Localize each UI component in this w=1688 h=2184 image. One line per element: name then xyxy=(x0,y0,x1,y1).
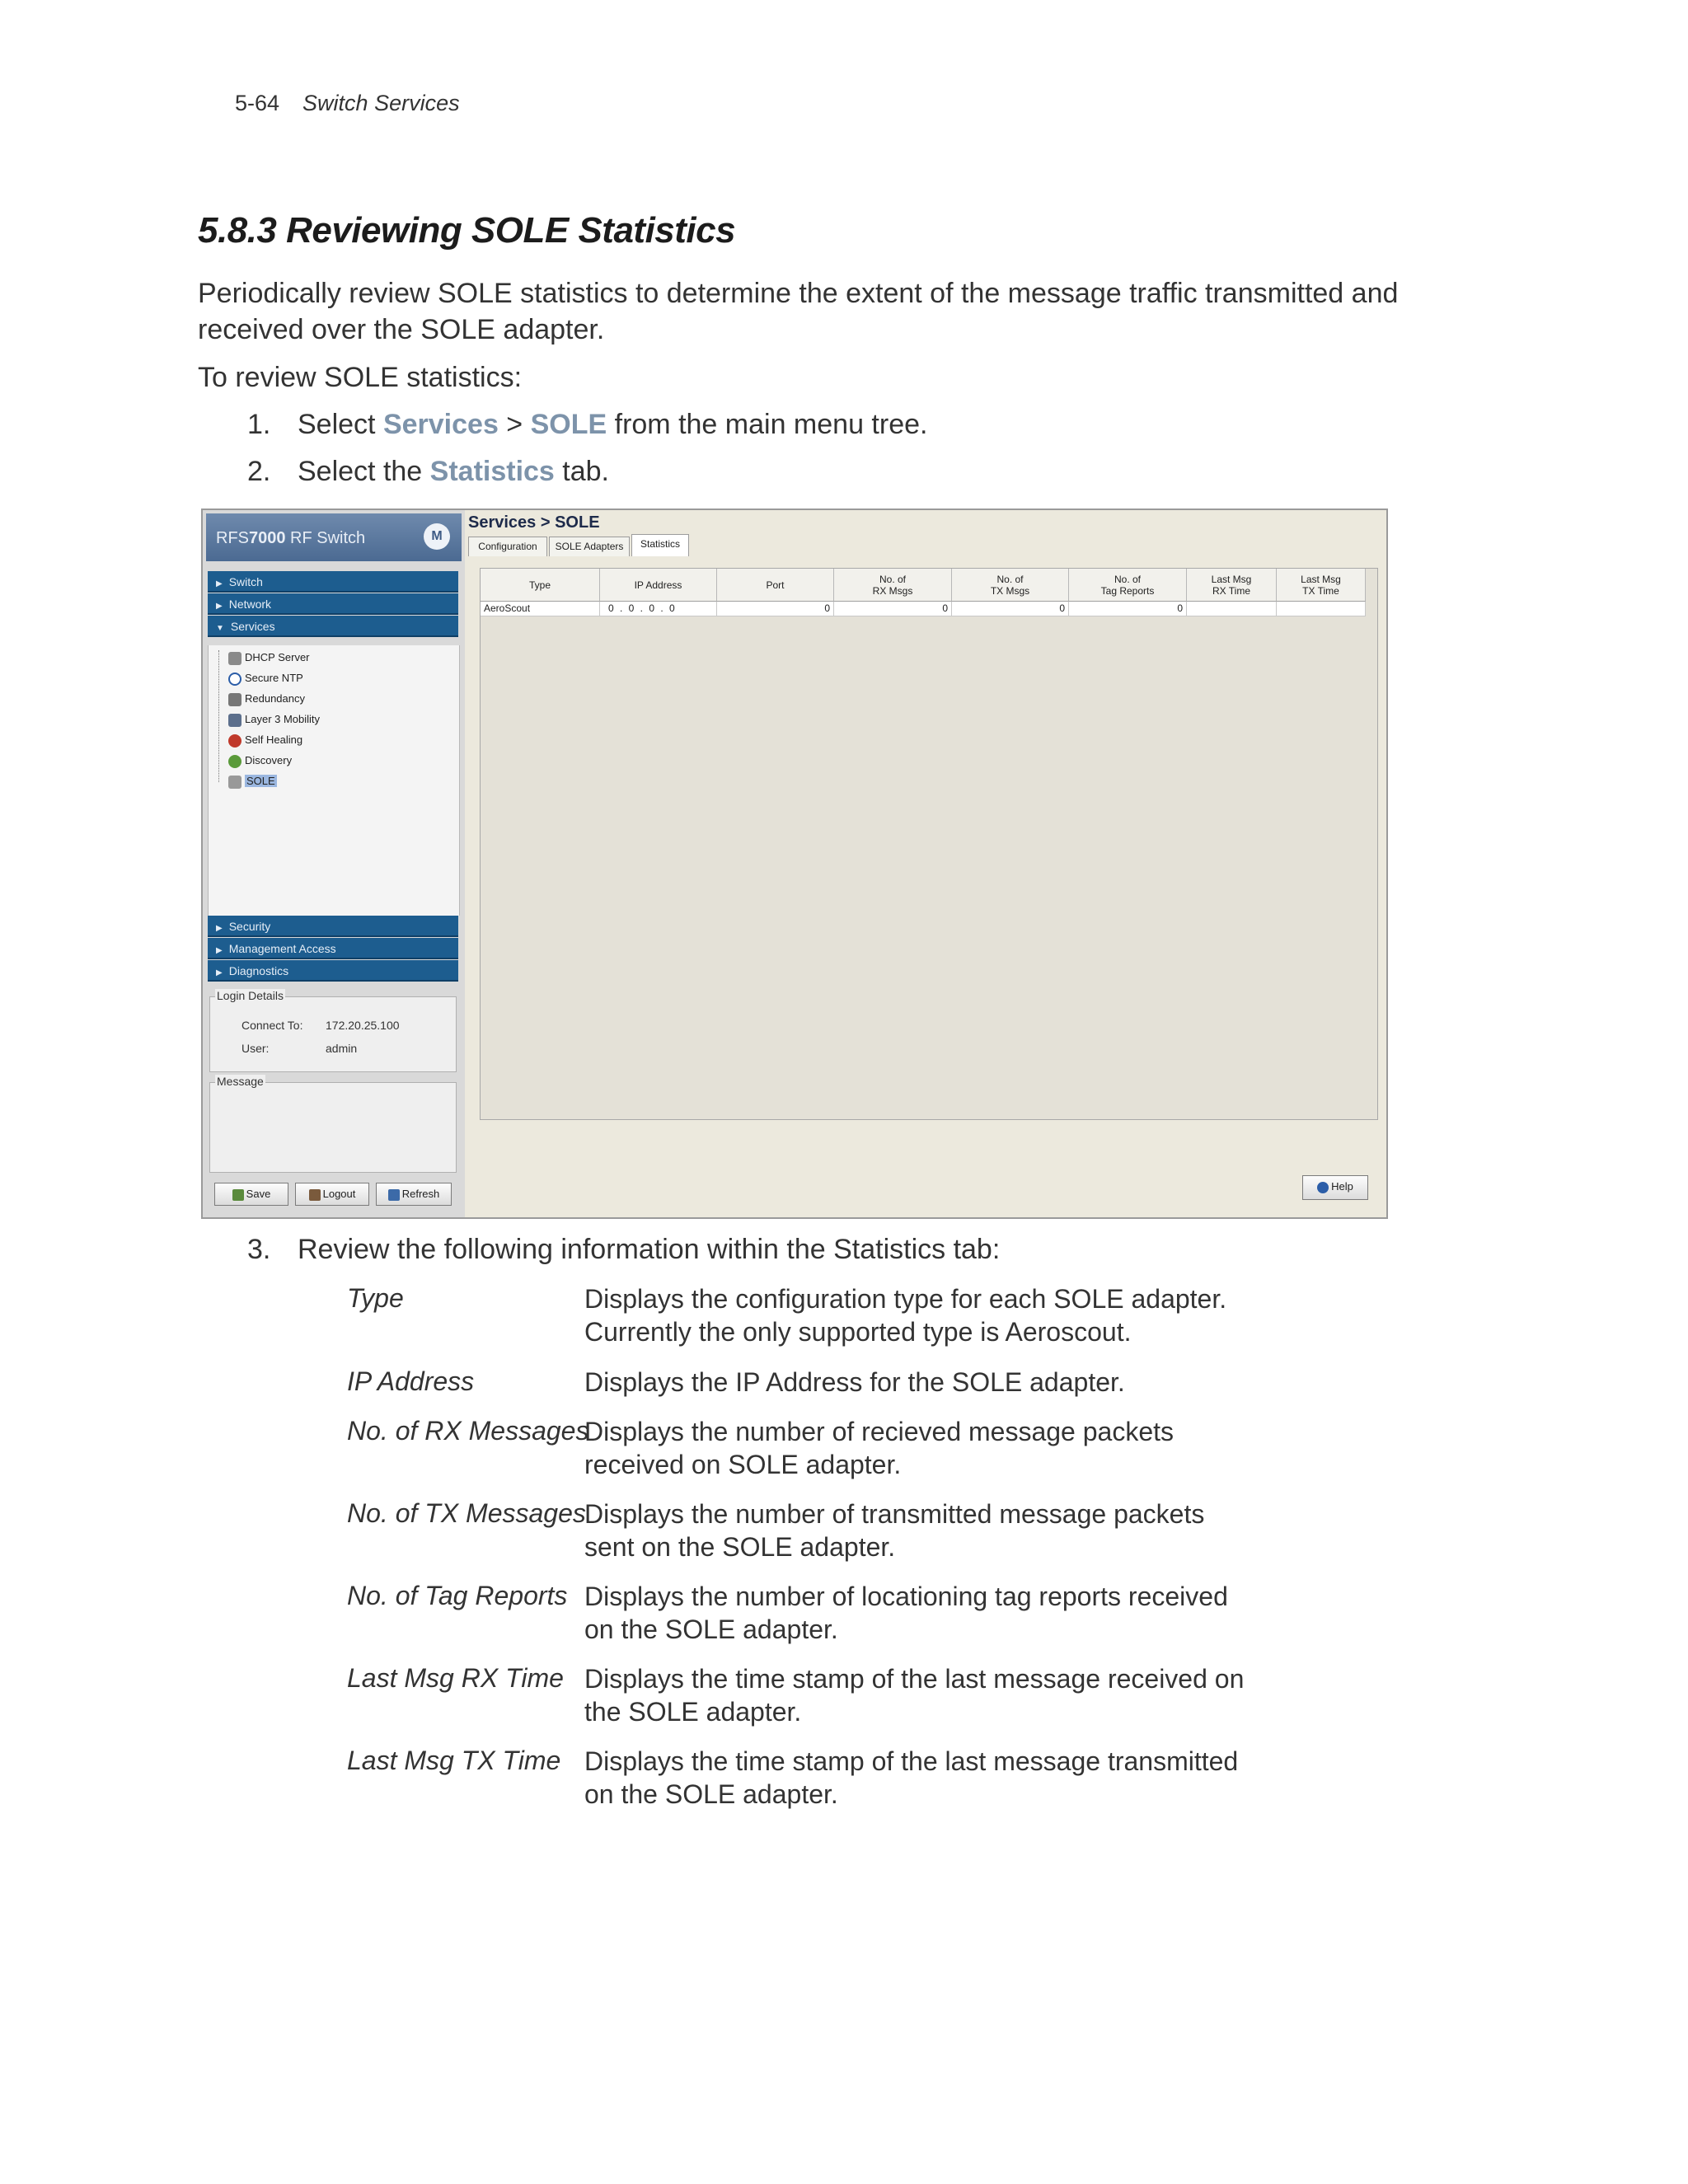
user-value: admin xyxy=(326,1042,358,1055)
redundancy-icon xyxy=(228,693,241,706)
section-title: Switch Services xyxy=(302,91,460,115)
definition-term: IP Address xyxy=(347,1366,475,1396)
cell-port: 0 xyxy=(717,602,834,616)
cell-tx-msgs: 0 xyxy=(952,602,1069,616)
help-icon xyxy=(1317,1182,1329,1193)
col-header-last-rx-time[interactable]: Last Msg RX Time xyxy=(1187,569,1277,602)
step-number: 1. xyxy=(247,409,271,440)
definition-term: Type xyxy=(347,1283,404,1313)
sole-statistics-screenshot xyxy=(201,509,1388,1219)
menu-link-services: Services xyxy=(382,409,499,440)
statistics-panel xyxy=(480,568,1378,1120)
discovery-icon xyxy=(228,755,241,768)
help-button[interactable]: Help xyxy=(1302,1175,1368,1200)
running-header xyxy=(235,91,460,116)
nav-management-access[interactable]: ▶ Management Access xyxy=(208,938,458,959)
login-details-group xyxy=(209,989,457,1072)
definition-term: Last Msg RX Time xyxy=(347,1663,564,1693)
message-legend: Message xyxy=(217,1075,264,1088)
cell-ip-address: 0 . 0 . 0 . 0 xyxy=(600,602,717,616)
tree-item-discovery[interactable]: Discovery xyxy=(228,752,292,770)
refresh-button[interactable]: Refresh xyxy=(376,1183,452,1206)
tree-item-redundancy[interactable]: Redundancy xyxy=(228,690,305,708)
cell-type: AeroScout xyxy=(481,602,600,616)
menu-link-sole: SOLE xyxy=(530,409,607,440)
tab-statistics[interactable]: Statistics xyxy=(631,534,689,556)
step-number: 3. xyxy=(247,1234,271,1265)
definition-term: No. of RX Messages xyxy=(347,1416,589,1446)
tree-item-layer3-mobility[interactable]: Layer 3 Mobility xyxy=(228,710,320,729)
expand-arrow-icon: ▶ xyxy=(216,946,223,955)
save-icon xyxy=(232,1189,244,1201)
definition-desc: Displays the number of locationing tag reports received on the SOLE adapter. xyxy=(584,1582,1228,1644)
definition-term: Last Msg TX Time xyxy=(347,1746,561,1775)
app-header xyxy=(206,513,462,561)
definition-desc: Displays the IP Address for the SOLE adapter. xyxy=(584,1367,1125,1397)
col-header-tag-reports[interactable]: No. of Tag Reports xyxy=(1069,569,1187,602)
definition-desc: Displays the time stamp of the last message transmitted on the SOLE adapter. xyxy=(584,1746,1239,1809)
mobility-icon xyxy=(228,714,241,727)
tab-link-statistics: Statistics xyxy=(429,456,555,487)
definition-term: No. of Tag Reports xyxy=(347,1581,568,1610)
healing-icon xyxy=(228,734,241,748)
nav-services[interactable]: ▼ Services xyxy=(208,616,458,637)
definition-desc: Displays the number of recieved message packets received on SOLE adapter. xyxy=(584,1417,1175,1479)
message-group xyxy=(209,1075,457,1173)
user-label: User: xyxy=(241,1042,270,1055)
tree-item-secure-ntp[interactable]: Secure NTP xyxy=(228,669,303,687)
tab-configuration[interactable]: Configuration xyxy=(468,537,547,556)
services-tree xyxy=(208,645,460,916)
col-header-type[interactable]: Type xyxy=(481,569,600,602)
clock-icon xyxy=(228,673,241,686)
step-number: 2. xyxy=(247,456,271,487)
app-title: RFS7000 RF Switch xyxy=(216,529,366,547)
definition-term: No. of TX Messages xyxy=(347,1498,586,1528)
cell-tag-reports: 0 xyxy=(1069,602,1187,616)
cell-last-tx-time xyxy=(1277,602,1366,616)
connect-to-label: Connect To: xyxy=(241,1019,303,1032)
tab-sole-adapters[interactable]: SOLE Adapters xyxy=(549,537,630,556)
login-details-legend: Login Details xyxy=(217,989,284,1002)
nav-switch[interactable]: ▶ Switch xyxy=(208,571,458,593)
nav-security[interactable]: ▶ Security xyxy=(208,916,458,937)
col-header-last-tx-time[interactable]: Last Msg TX Time xyxy=(1277,569,1366,602)
cell-rx-msgs: 0 xyxy=(834,602,952,616)
sole-icon xyxy=(228,776,241,789)
step-text: Select Services > SOLE from the main menu tree. xyxy=(298,409,928,440)
definition-desc: Displays the number of transmitted message packets sent on the SOLE adapter. xyxy=(584,1499,1205,1562)
step-text: Review the following information within the Statistics tab: xyxy=(298,1234,1001,1265)
section-heading: 5.8.3 Reviewing SOLE Statistics xyxy=(198,210,736,251)
save-button[interactable]: Save xyxy=(214,1183,288,1206)
nav-network[interactable]: ▶ Network xyxy=(208,593,458,615)
tree-item-sole[interactable]: SOLE xyxy=(228,772,277,790)
collapse-arrow-icon: ▼ xyxy=(216,624,224,633)
lead-in: To review SOLE statistics: xyxy=(198,362,523,393)
logout-button[interactable]: Logout xyxy=(295,1183,369,1206)
motorola-logo-icon: M xyxy=(424,523,450,550)
logout-icon xyxy=(309,1189,321,1201)
refresh-icon xyxy=(388,1189,400,1201)
tree-item-dhcp-server[interactable]: DHCP Server xyxy=(228,649,310,667)
definition-desc: Displays the time stamp of the last message received on the SOLE adapter. xyxy=(584,1664,1245,1727)
server-icon xyxy=(228,652,241,665)
col-header-ip-address[interactable]: IP Address xyxy=(600,569,717,602)
nav-diagnostics[interactable]: ▶ Diagnostics xyxy=(208,960,458,982)
tree-item-self-healing[interactable]: Self Healing xyxy=(228,731,302,749)
expand-arrow-icon: ▶ xyxy=(216,968,223,977)
step-text: Select the Statistics tab. xyxy=(298,456,610,487)
connect-to-value: 172.20.25.100 xyxy=(326,1019,400,1032)
definition-desc: Displays the configuration type for each SOLE adapter. Currently the only supported type is Aeroscout. xyxy=(584,1284,1227,1347)
breadcrumb: Services > SOLE xyxy=(468,513,600,532)
col-header-tx-msgs[interactable]: No. of TX Msgs xyxy=(952,569,1069,602)
expand-arrow-icon: ▶ xyxy=(216,924,223,933)
col-header-rx-msgs[interactable]: No. of RX Msgs xyxy=(834,569,952,602)
left-panel xyxy=(203,510,465,1217)
cell-last-rx-time xyxy=(1187,602,1277,616)
expand-arrow-icon: ▶ xyxy=(216,579,223,588)
page-number: 5-64 xyxy=(235,91,280,115)
expand-arrow-icon: ▶ xyxy=(216,602,223,611)
intro-paragraph: Periodically review SOLE statistics to determine the extent of the message traffic transmitted and received over the SOLE adapter. xyxy=(198,278,1399,345)
col-header-port[interactable]: Port xyxy=(717,569,834,602)
